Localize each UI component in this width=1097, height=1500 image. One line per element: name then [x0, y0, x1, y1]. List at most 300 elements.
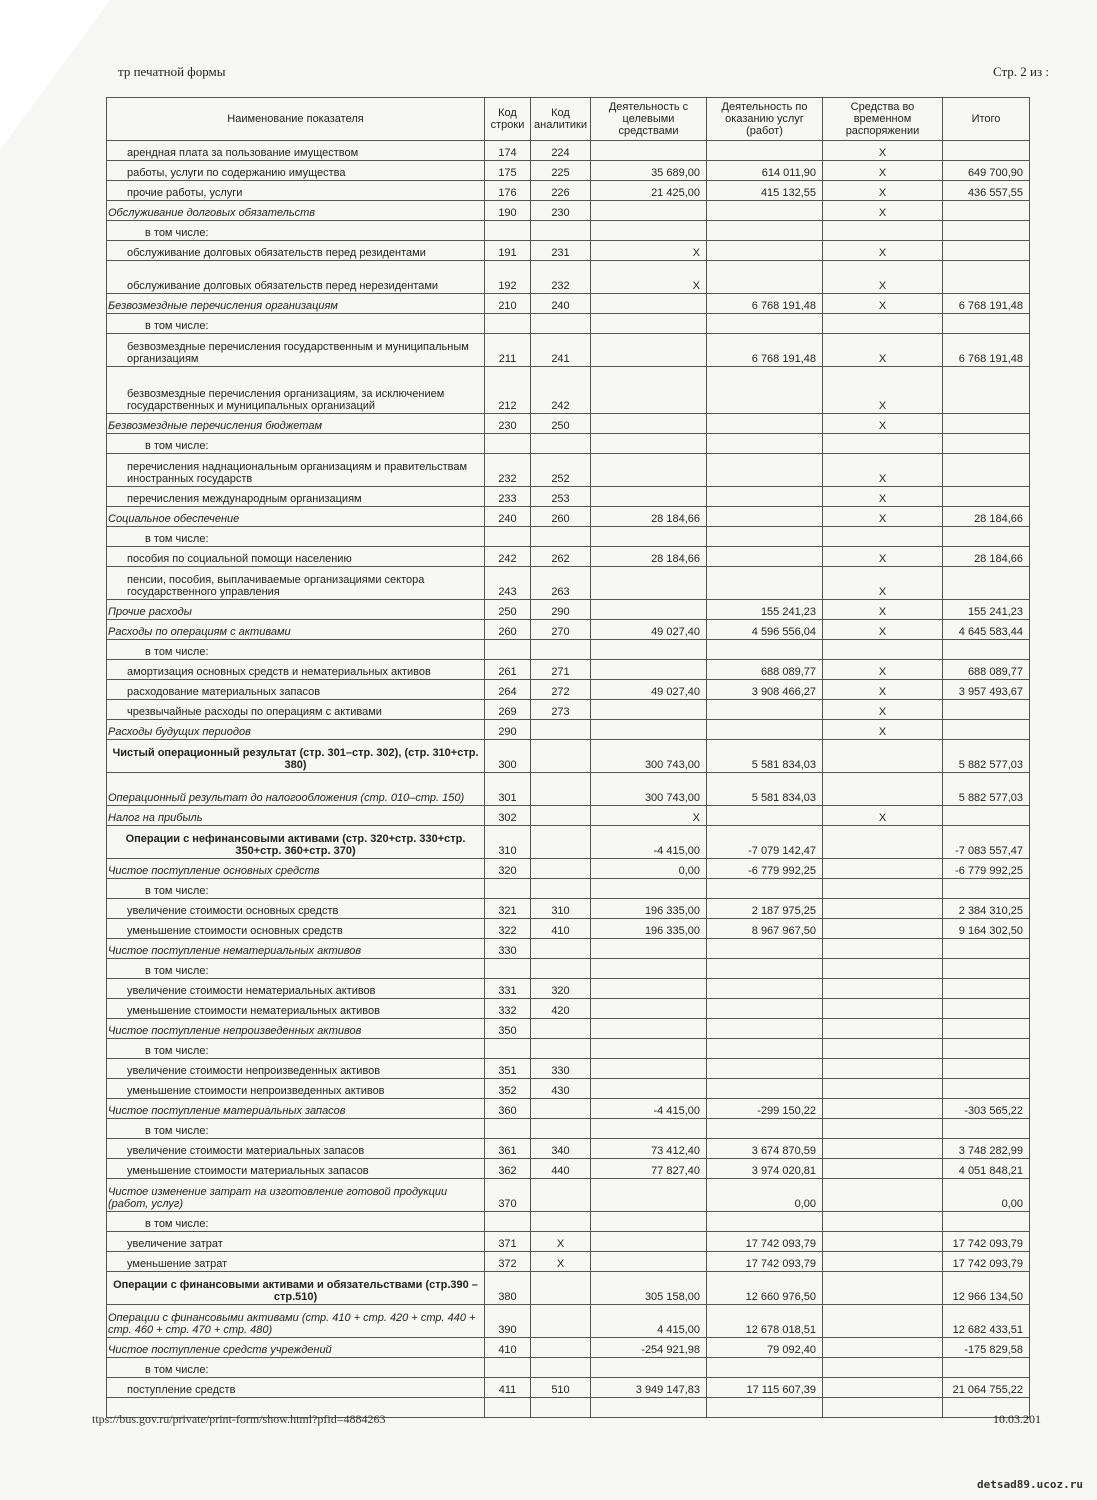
row-services [707, 434, 823, 454]
row-code: 261 [485, 660, 531, 680]
row-analytics-code [531, 879, 591, 899]
row-total: 436 557,55 [943, 181, 1030, 201]
table-row [107, 487, 1030, 507]
table-row [107, 1378, 1030, 1398]
table-row [107, 181, 1030, 201]
row-target-funds: 196 335,00 [591, 899, 707, 919]
row-total [943, 454, 1030, 487]
row-temporary-funds: X [823, 487, 943, 507]
report-table-wrapper [106, 97, 1030, 1418]
row-total: 5 882 577,03 [943, 773, 1030, 806]
row-total [943, 487, 1030, 507]
row-temporary-funds: X [823, 660, 943, 680]
row-analytics-code [531, 314, 591, 334]
row-analytics-code: 410 [531, 919, 591, 939]
row-services: 6 768 191,48 [707, 294, 823, 314]
row-code: 320 [485, 859, 531, 879]
row-total [943, 939, 1030, 959]
row-services [707, 1019, 823, 1039]
row-code: 269 [485, 700, 531, 720]
row-target-funds: 35 689,00 [591, 161, 707, 181]
row-services: 79 092,40 [707, 1338, 823, 1358]
row-target-funds: 77 827,40 [591, 1159, 707, 1179]
row-name: Чистое поступление основных средств [107, 859, 485, 879]
row-target-funds: 0,00 [591, 859, 707, 879]
row-total [943, 221, 1030, 241]
row-services [707, 547, 823, 567]
row-services [707, 720, 823, 740]
row-code: 233 [485, 487, 531, 507]
row-temporary-funds [823, 1232, 943, 1252]
row-total [943, 567, 1030, 600]
row-code: 362 [485, 1159, 531, 1179]
table-row [107, 1272, 1030, 1305]
row-code: 332 [485, 999, 531, 1019]
row-analytics-code [531, 1338, 591, 1358]
row-total [943, 1079, 1030, 1099]
row-services: 415 132,55 [707, 181, 823, 201]
row-analytics-code: 232 [531, 261, 591, 294]
row-code: 352 [485, 1079, 531, 1099]
row-analytics-code: 271 [531, 660, 591, 680]
row-code: 190 [485, 201, 531, 221]
row-temporary-funds: X [823, 241, 943, 261]
row-total [943, 261, 1030, 294]
row-name: уменьшение стоимости непроизведенных активов [107, 1079, 485, 1099]
row-total: 649 700,90 [943, 161, 1030, 181]
table-row [107, 640, 1030, 660]
row-target-funds [591, 487, 707, 507]
row-code [485, 959, 531, 979]
row-code [485, 1119, 531, 1139]
row-analytics-code: 430 [531, 1079, 591, 1099]
row-code: 211 [485, 334, 531, 367]
row-total [943, 879, 1030, 899]
row-code: 380 [485, 1272, 531, 1305]
row-services: 5 581 834,03 [707, 740, 823, 773]
row-name: Чистое поступление средств учреждений [107, 1338, 485, 1358]
row-code: 290 [485, 720, 531, 740]
table-row [107, 567, 1030, 600]
row-services [707, 1358, 823, 1378]
row-temporary-funds [823, 1338, 943, 1358]
row-target-funds [591, 141, 707, 161]
row-code: 351 [485, 1059, 531, 1079]
row-name: перечисления международным организациям [107, 487, 485, 507]
row-services: 0,00 [707, 1179, 823, 1212]
table-row [107, 600, 1030, 620]
row-services: 17 742 093,79 [707, 1232, 823, 1252]
report-table [106, 97, 1030, 1418]
table-row [107, 1358, 1030, 1378]
table-row [107, 1179, 1030, 1212]
table-row [107, 1338, 1030, 1358]
row-target-funds [591, 600, 707, 620]
row-temporary-funds: X [823, 567, 943, 600]
row-name: в том числе: [107, 434, 485, 454]
row-temporary-funds [823, 1272, 943, 1305]
table-row [107, 899, 1030, 919]
row-services [707, 261, 823, 294]
row-services: 3 974 020,81 [707, 1159, 823, 1179]
row-name: поступление средств [107, 1378, 485, 1398]
table-row [107, 879, 1030, 899]
row-temporary-funds: X [823, 261, 943, 294]
row-temporary-funds: X [823, 454, 943, 487]
row-name: арендная плата за пользование имуществом [107, 141, 485, 161]
row-temporary-funds [823, 1378, 943, 1398]
row-target-funds [591, 660, 707, 680]
row-target-funds: -4 415,00 [591, 1099, 707, 1119]
row-code: 232 [485, 454, 531, 487]
row-target-funds [591, 1079, 707, 1099]
row-target-funds [591, 959, 707, 979]
row-analytics-code [531, 1305, 591, 1338]
table-row [107, 527, 1030, 547]
table-row [107, 241, 1030, 261]
row-temporary-funds: X [823, 367, 943, 414]
row-total: -7 083 557,47 [943, 826, 1030, 859]
row-services [707, 367, 823, 414]
row-code: 260 [485, 620, 531, 640]
row-temporary-funds [823, 1212, 943, 1232]
row-target-funds: X [591, 806, 707, 826]
row-code: 302 [485, 806, 531, 826]
row-name: Обслуживание долговых обязательств [107, 201, 485, 221]
row-total [943, 1039, 1030, 1059]
table-row [107, 1212, 1030, 1232]
row-temporary-funds: X [823, 700, 943, 720]
table-row [107, 547, 1030, 567]
table-row [107, 1099, 1030, 1119]
row-target-funds [591, 567, 707, 600]
row-name: в том числе: [107, 959, 485, 979]
row-code: 372 [485, 1252, 531, 1272]
table-row [107, 959, 1030, 979]
row-analytics-code: 260 [531, 507, 591, 527]
row-total: 21 064 755,22 [943, 1378, 1030, 1398]
row-code: 310 [485, 826, 531, 859]
row-services [707, 1398, 823, 1418]
row-services [707, 527, 823, 547]
row-services [707, 201, 823, 221]
row-target-funds [591, 1179, 707, 1212]
row-temporary-funds [823, 979, 943, 999]
table-row [107, 314, 1030, 334]
row-services [707, 567, 823, 600]
row-name: в том числе: [107, 640, 485, 660]
row-code [485, 1398, 531, 1418]
row-total [943, 314, 1030, 334]
table-row [107, 334, 1030, 367]
row-code [485, 1358, 531, 1378]
row-temporary-funds [823, 919, 943, 939]
row-code: 264 [485, 680, 531, 700]
row-analytics-code [531, 1358, 591, 1378]
row-temporary-funds [823, 999, 943, 1019]
row-temporary-funds [823, 939, 943, 959]
row-temporary-funds [823, 1079, 943, 1099]
row-target-funds: 49 027,40 [591, 620, 707, 640]
row-services [707, 1039, 823, 1059]
row-temporary-funds [823, 1179, 943, 1212]
row-services [707, 221, 823, 241]
row-services: 6 768 191,48 [707, 334, 823, 367]
row-total [943, 367, 1030, 414]
row-code [485, 434, 531, 454]
row-analytics-code [531, 1099, 591, 1119]
row-analytics-code: 240 [531, 294, 591, 314]
row-target-funds [591, 434, 707, 454]
row-services: 4 596 556,04 [707, 620, 823, 640]
row-total: 12 682 433,51 [943, 1305, 1030, 1338]
row-total [943, 1059, 1030, 1079]
row-temporary-funds: X [823, 201, 943, 221]
row-name: уменьшение стоимости материальных запасов [107, 1159, 485, 1179]
row-temporary-funds [823, 1099, 943, 1119]
row-target-funds [591, 720, 707, 740]
row-temporary-funds [823, 959, 943, 979]
row-analytics-code [531, 720, 591, 740]
row-total: 28 184,66 [943, 547, 1030, 567]
row-name: Расходы по операциям с активами [107, 620, 485, 640]
row-target-funds [591, 1119, 707, 1139]
row-name: безвозмездные перечисления государственным и муниципальным организациям [107, 334, 485, 367]
row-name: в том числе: [107, 879, 485, 899]
table-row [107, 1119, 1030, 1139]
row-target-funds [591, 1039, 707, 1059]
row-analytics-code: 273 [531, 700, 591, 720]
col-header-code: Код строки [485, 98, 531, 141]
row-temporary-funds: X [823, 161, 943, 181]
row-target-funds: 73 412,40 [591, 1139, 707, 1159]
row-target-funds [591, 221, 707, 241]
row-code: 331 [485, 979, 531, 999]
row-temporary-funds: X [823, 181, 943, 201]
row-services: 155 241,23 [707, 600, 823, 620]
site-watermark: detsad89.ucoz.ru [977, 1478, 1083, 1491]
row-services [707, 999, 823, 1019]
row-analytics-code: 440 [531, 1159, 591, 1179]
row-total [943, 720, 1030, 740]
table-row [107, 806, 1030, 826]
row-services: 614 011,90 [707, 161, 823, 181]
row-name: пособия по социальной помощи населению [107, 547, 485, 567]
row-analytics-code: 290 [531, 600, 591, 620]
row-analytics-code: 226 [531, 181, 591, 201]
table-row [107, 367, 1030, 414]
col-header-total: Итого [943, 98, 1030, 141]
row-name: Безвозмездные перечисления организациям [107, 294, 485, 314]
row-total [943, 640, 1030, 660]
row-temporary-funds [823, 879, 943, 899]
row-analytics-code [531, 740, 591, 773]
row-name: амортизация основных средств и нематериальных активов [107, 660, 485, 680]
row-name: Операционный результат до налогообложения (стр. 010–стр. 150) [107, 773, 485, 806]
row-name: в том числе: [107, 221, 485, 241]
row-analytics-code [531, 1398, 591, 1418]
row-analytics-code: 272 [531, 680, 591, 700]
table-row [107, 1232, 1030, 1252]
row-services [707, 241, 823, 261]
row-total: 28 184,66 [943, 507, 1030, 527]
col-header-temporary-funds: Средства во временном распоряжении [823, 98, 943, 141]
print-form-title: тр печатной формы [118, 64, 226, 79]
row-target-funds [591, 314, 707, 334]
row-temporary-funds: X [823, 294, 943, 314]
row-analytics-code [531, 806, 591, 826]
row-temporary-funds: X [823, 334, 943, 367]
row-analytics-code: 242 [531, 367, 591, 414]
row-analytics-code [531, 826, 591, 859]
row-temporary-funds [823, 640, 943, 660]
row-analytics-code: X [531, 1232, 591, 1252]
table-row [107, 434, 1030, 454]
row-code: 300 [485, 740, 531, 773]
row-analytics-code [531, 1039, 591, 1059]
row-services [707, 1079, 823, 1099]
row-name: расходование материальных запасов [107, 680, 485, 700]
row-target-funds: 305 158,00 [591, 1272, 707, 1305]
row-name: увеличение затрат [107, 1232, 485, 1252]
row-code: 175 [485, 161, 531, 181]
table-row [107, 740, 1030, 773]
row-target-funds: -4 415,00 [591, 826, 707, 859]
row-name: Операции с финансовыми активами (стр. 410 + стр. 420 + стр. 440 + стр. 460 + стр. 470 + стр. 480) [107, 1305, 485, 1338]
row-total [943, 141, 1030, 161]
table-row [107, 859, 1030, 879]
row-analytics-code: 320 [531, 979, 591, 999]
row-services [707, 414, 823, 434]
row-target-funds: 300 743,00 [591, 773, 707, 806]
table-row [107, 826, 1030, 859]
table-row [107, 773, 1030, 806]
row-code [485, 879, 531, 899]
row-analytics-code [531, 1019, 591, 1039]
row-name: в том числе: [107, 1119, 485, 1139]
row-name: Безвозмездные перечисления бюджетам [107, 414, 485, 434]
row-analytics-code [531, 959, 591, 979]
table-row [107, 221, 1030, 241]
row-services: 17 742 093,79 [707, 1252, 823, 1272]
row-total: 17 742 093,79 [943, 1232, 1030, 1252]
table-row [107, 1079, 1030, 1099]
row-target-funds [591, 999, 707, 1019]
row-target-funds [591, 414, 707, 434]
row-temporary-funds [823, 826, 943, 859]
row-target-funds: 28 184,66 [591, 507, 707, 527]
footer-date: 10.03.201 [993, 1412, 1041, 1426]
row-target-funds [591, 1358, 707, 1378]
row-analytics-code: 420 [531, 999, 591, 1019]
row-services [707, 487, 823, 507]
row-target-funds: 300 743,00 [591, 740, 707, 773]
row-target-funds [591, 700, 707, 720]
row-total [943, 806, 1030, 826]
row-code: 174 [485, 141, 531, 161]
row-temporary-funds [823, 1059, 943, 1079]
row-analytics-code: 270 [531, 620, 591, 640]
row-total: -303 565,22 [943, 1099, 1030, 1119]
row-target-funds: -254 921,98 [591, 1338, 707, 1358]
page-counter: Стр. 2 из : [992, 64, 1049, 79]
row-analytics-code [531, 1179, 591, 1212]
row-total [943, 700, 1030, 720]
row-temporary-funds [823, 1159, 943, 1179]
col-header-analytics: Код аналитики [531, 98, 591, 141]
row-target-funds [591, 640, 707, 660]
row-name: обслуживание долговых обязательств перед нерезидентами [107, 261, 485, 294]
row-target-funds [591, 454, 707, 487]
row-target-funds [591, 979, 707, 999]
row-temporary-funds [823, 1039, 943, 1059]
row-total: 17 742 093,79 [943, 1252, 1030, 1272]
table-row [107, 507, 1030, 527]
row-target-funds: X [591, 241, 707, 261]
row-name: увеличение стоимости основных средств [107, 899, 485, 919]
row-analytics-code: 340 [531, 1139, 591, 1159]
row-temporary-funds [823, 899, 943, 919]
row-code: 350 [485, 1019, 531, 1039]
table-row [107, 660, 1030, 680]
row-name: Операции с финансовыми активами и обязательствами (стр.390 – стр.510) [107, 1272, 485, 1305]
row-name: Чистое поступление материальных запасов [107, 1099, 485, 1119]
row-name: Социальное обеспечение [107, 507, 485, 527]
row-code [485, 527, 531, 547]
row-name: уменьшение стоимости основных средств [107, 919, 485, 939]
row-total [943, 959, 1030, 979]
row-services [707, 959, 823, 979]
row-target-funds: 3 949 147,83 [591, 1378, 707, 1398]
table-row [107, 1159, 1030, 1179]
row-temporary-funds [823, 1139, 943, 1159]
row-services [707, 879, 823, 899]
row-code: 410 [485, 1338, 531, 1358]
row-services: 8 967 967,50 [707, 919, 823, 939]
row-name: обслуживание долговых обязательств перед резидентами [107, 241, 485, 261]
row-services: 5 581 834,03 [707, 773, 823, 806]
row-services [707, 939, 823, 959]
table-header-row [107, 98, 1030, 141]
row-temporary-funds: X [823, 507, 943, 527]
row-target-funds: 196 335,00 [591, 919, 707, 939]
row-code: 230 [485, 414, 531, 434]
row-name: уменьшение затрат [107, 1252, 485, 1272]
row-analytics-code [531, 939, 591, 959]
row-temporary-funds [823, 314, 943, 334]
table-row [107, 261, 1030, 294]
row-services [707, 141, 823, 161]
row-target-funds [591, 1232, 707, 1252]
row-services [707, 314, 823, 334]
table-row [107, 1019, 1030, 1039]
row-name: перечисления наднациональным организациям и правительствам иностранных государств [107, 454, 485, 487]
table-row [107, 141, 1030, 161]
row-code: 321 [485, 899, 531, 919]
row-total [943, 434, 1030, 454]
col-header-services: Деятельность по оказанию услуг (работ) [707, 98, 823, 141]
row-target-funds [591, 879, 707, 899]
col-header-target-funds: Деятельность с целевыми средствами [591, 98, 707, 141]
row-name: в том числе: [107, 1358, 485, 1378]
row-services: 2 187 975,25 [707, 899, 823, 919]
row-total [943, 1019, 1030, 1039]
row-services [707, 454, 823, 487]
row-temporary-funds: X [823, 600, 943, 620]
row-temporary-funds: X [823, 806, 943, 826]
row-analytics-code: 250 [531, 414, 591, 434]
row-total: 6 768 191,48 [943, 294, 1030, 314]
